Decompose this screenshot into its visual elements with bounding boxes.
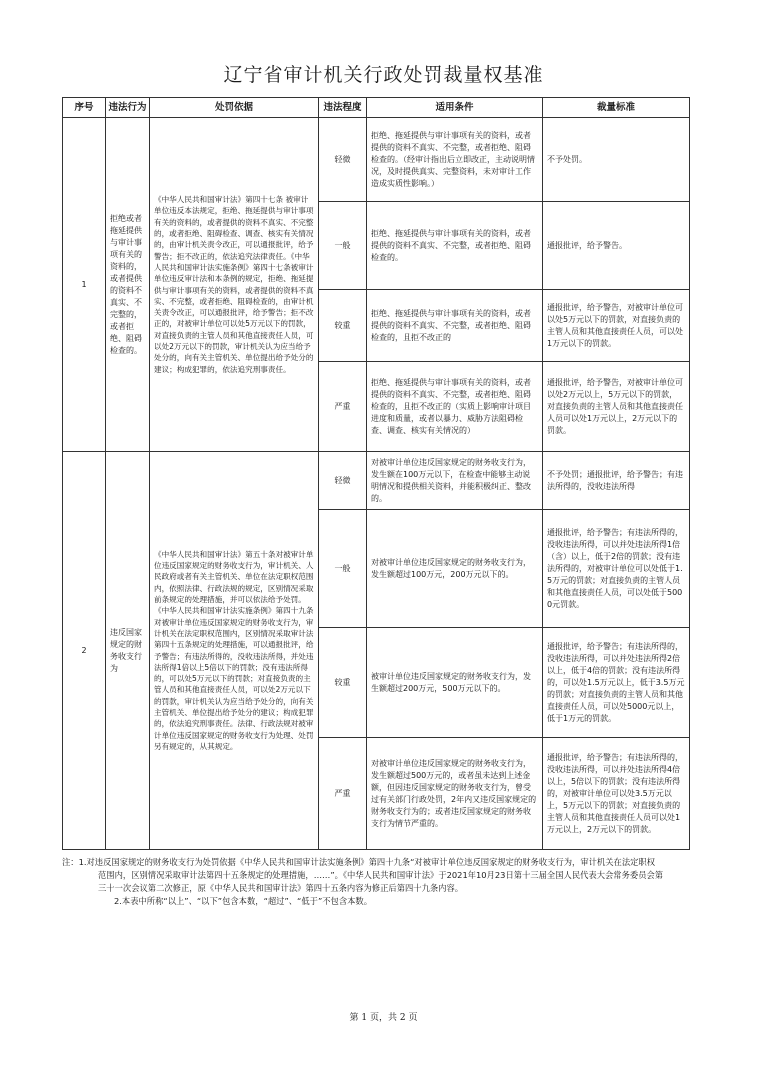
penalty-basis: 《中华人民共和国审计法》第四十七条 被审计单位违反本法规定，拒绝、拖延提供与审计事项有关的资料的，或者提供的资料不真实、不完整的，或者拒绝、阻碍检查、调查、核实有关情况的，由审计机关责令改正，可以通报批评，给予警告；拒不改正的，依法追究法律责任。《中华人民共和国审计法实施条例》第四十七条被审计单位违反审计法和本条例的规定，拒绝、拖延提供与审计事项有关的资料，或者提供的资料不真实、不完整，或者拒绝、阻碍检查的，由审计机关责令改正，可以通报批评，给予警告；拒不改正的，对被审计单位可以处5万元以下的罚款，对直接负责的主管人员和其他直接责任人员，可以处2万元以下的罚款，审计机关认为应当给予处分的，向有关主管机关、单位提出给予处分的建议；构成犯罪的，依法追究刑事责任。 — [150, 118, 319, 452]
violation-degree: 较重 — [319, 628, 367, 738]
violation-degree: 严重 — [319, 738, 367, 850]
header-standard: 裁量标准 — [543, 98, 690, 118]
header-condition: 适用条件 — [367, 98, 543, 118]
applicable-condition: 对被审计单位违反国家规定的财务收支行为，发生额在100万元以下，在检查中能够主动说明情况和提供相关资料，并能积极纠正、整改的。 — [367, 452, 543, 510]
applicable-condition: 对被审计单位违反国家规定的财务收支行为，发生额超过100万元，200万元以下的。 — [367, 510, 543, 628]
violation-degree: 一般 — [319, 202, 367, 290]
row-number: 1 — [63, 118, 106, 452]
page-title: 辽宁省审计机关行政处罚裁量权基准 — [223, 64, 544, 86]
penalty-basis: 《中华人民共和国审计法》第五十条对被审计单位违反国家规定的财务收支行为，审计机关、人民政府或者有关主管机关、单位在法定职权范围内，依照法律、行政法规的规定，区别情况采取前条规定的处理措施，并可以依法给予处罚。《中华人民共和国审计法实施条例》第四十九条对被审计单位违反国家规定的财务收支行为，审计机关在法定职权范围内，区别情况采取审计法第四十五条规定的处理措施，可以通报批评，给予警告；有违法所得的，没收违法所得，并处违法所得1倍以上5倍以下的罚款；没有违法所得的，可以处5万元以下的罚款；对直接负责的主管人员和其他直接责任人员，可以处2万元以下的罚款，审计机关认为应当给予处分的，向有关主管机关、单位提出给予处分的建议；构成犯罪的，依法追究刑事责任。法律、行政法规对被审计单位违反国家规定的财务收支行为处理、处罚另有规定的，从其规定。 — [150, 452, 319, 850]
note-line: 范围内，区别情况采取审计法第四十五条规定的处理措施，……”。《中华人民共和国审计法》于2021年10月23日第十三届全国人民代表大会常务委员会第 — [98, 870, 664, 880]
header-basis: 处罚依据 — [150, 98, 319, 118]
violation-degree: 较重 — [319, 290, 367, 362]
applicable-condition: 对被审计单位违反国家规定的财务收支行为，发生额超过500万元的，或者虽未达到上述金额，但因违反国家规定的财务收支行为，曾受过有关部门行政处罚，2年内又违反国家规定的财务收支行为的；或者违反国家规定的财务收支行为情节严重的。 — [367, 738, 543, 850]
applicable-condition: 拒绝、拖延提供与审计事项有关的资料，或者提供的资料不真实、不完整，或者拒绝、阻碍检查的，且拒不改正的 — [367, 290, 543, 362]
page-number: 第 1 页，共 2 页 — [349, 1013, 418, 1023]
discretion-standard: 通报批评，给予警告，对被审计单位可以处5万元以下的罚款，对直接负责的主管人员和其他直接责任人员，可以处1万元以下的罚款。 — [543, 290, 690, 362]
discretion-standard: 通报批评，给予警告；有违法所得的，没收违法所得，可以并处违法所得4倍以上，5倍以下的罚款；没有违法所得的，对被审计单位可以处3.5万元以上，5万元以下的罚款；对直接负责的主管人员和其他直接责任人员可以处1万元以上，2万元以下的罚款。 — [543, 738, 690, 850]
discretion-standard: 通报批评，给予警告；有违法所得的，没收违法所得，可以并处违法所得1倍（含）以上，低于2倍的罚款；没有违法所得的，对被审计单位可以处低于1.5万元的罚款；对直接负责的主管人员和其他直接责任人员，可以处低于5000元罚款。 — [543, 510, 690, 628]
discretion-standard: 通报批评，给予警告；有违法所得的，没收违法所得，可以并处违法所得2倍以上，低于4倍的罚款；没有违法所得的，可以处1.5万元以上，低于3.5万元的罚款；对直接负责的主管人员和其他直接责任人员，可以处5000元以上，低于1万元的罚款。 — [543, 628, 690, 738]
applicable-condition: 拒绝、拖延提供与审计事项有关的资料，或者提供的资料不真实、不完整，或者拒绝、阻碍检查的。（经审计指出后立即改正，主动说明情况，及时提供真实、完整资料，未对审计工作造成实质性影响。） — [367, 118, 543, 202]
note-line: 三十一次会议第二次修正，原《中华人民共和国审计法》第四十五条内容为修正后第四十九条内容。 — [98, 883, 464, 893]
table-header-row — [63, 98, 690, 118]
applicable-condition: 被审计单位违反国家规定的财务收支行为，发生额超过200万元，500万元以下的。 — [367, 628, 543, 738]
violation-degree: 轻微 — [319, 118, 367, 202]
violation-degree: 轻微 — [319, 452, 367, 510]
header-behavior: 违法行为 — [106, 98, 150, 118]
note-line: 2.本表中所称“以上”、“以下”包含本数，“超过”、“低于”不包含本数。 — [114, 896, 373, 906]
applicable-condition: 拒绝、拖延提供与审计事项有关的资料，或者提供的资料不真实、不完整，或者拒绝、阻碍检查的，且拒不改正的（实质上影响审计项目进度和质量，或者以暴力、威胁方法阻碍检查、调查、核实有关情况的） — [367, 362, 543, 452]
table-row — [63, 452, 690, 510]
penalty-table — [62, 97, 690, 850]
violation-degree: 一般 — [319, 510, 367, 628]
violation-behavior: 违反国家规定的财务收支行为 — [106, 452, 150, 850]
discretion-standard: 通报批评，给予警告。 — [543, 202, 690, 290]
footnotes — [62, 856, 690, 908]
note-line: 注：1.对违反国家规定的财务收支行为处罚依据《中华人民共和国审计法实施条例》第四十九条“对被审计单位违反国家规定的财务收支行为，审计机关在法定职权 — [62, 857, 656, 867]
violation-behavior: 拒绝或者拖延提供与审计事项有关的资料的，或者提供的资料不真实、不完整的，或者拒绝、阻碍检查的。 — [106, 118, 150, 452]
header-no: 序号 — [63, 98, 106, 118]
discretion-standard: 不予处罚；通报批评，给予警告；有违法所得的，没收违法所得 — [543, 452, 690, 510]
discretion-standard: 不予处罚。 — [543, 118, 690, 202]
violation-degree: 严重 — [319, 362, 367, 452]
table-row — [63, 118, 690, 202]
applicable-condition: 拒绝、拖延提供与审计事项有关的资料，或者提供的资料不真实、不完整，或者拒绝、阻碍检查的。 — [367, 202, 543, 290]
discretion-standard: 通报批评，给予警告，对被审计单位可以处2万元以上，5万元以下的罚款，对直接负责的主管人员和其他直接责任人员可以处1万元以上，2万元以下的罚款。 — [543, 362, 690, 452]
header-degree: 违法程度 — [319, 98, 367, 118]
row-number: 2 — [63, 452, 106, 850]
